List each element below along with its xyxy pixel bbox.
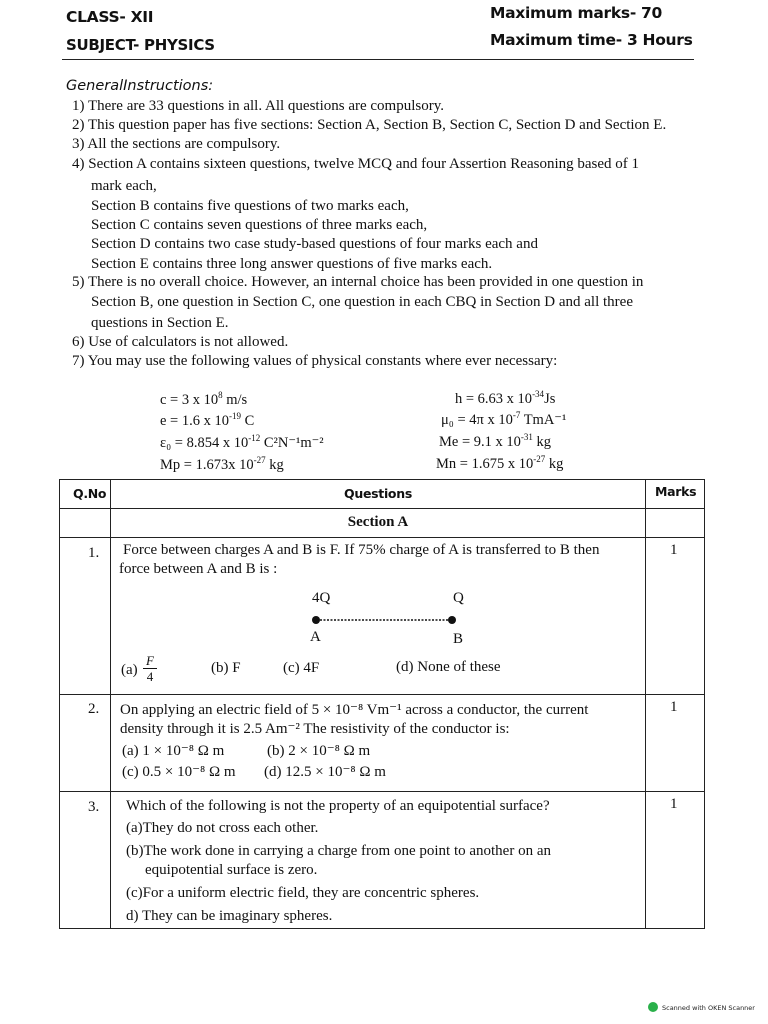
max-time-label: Maximum time- 3 Hours — [490, 31, 693, 49]
option-a: (a) — [121, 662, 138, 678]
question-text: density through it is 2.5 Am⁻² The resistivity of the conductor is: — [120, 721, 510, 737]
marks-header: Marks — [655, 484, 697, 499]
section-a-title: Section A — [347, 514, 409, 530]
option-d: d) They can be imaginary spheres. — [126, 908, 333, 924]
instruction-line: 5) There is no overall choice. However, an internal choice has been provided in one question in — [72, 274, 644, 290]
constant-e: e = 1.6 x $10^{-19}$ C — [160, 411, 255, 429]
instruction-line: 4) Section A contains sixteen questions, twelve MCQ and four Assertion Reasoning based of 1 — [72, 156, 640, 172]
max-marks-label: Maximum marks- 70 — [490, 4, 663, 22]
question-text: Force between charges A and B is F. If 75% charge of A is transferred to B then — [123, 542, 600, 558]
question-marks: 1 — [670, 796, 678, 812]
instruction-line: 1) There are 33 questions in all. All questions are compulsory. — [72, 98, 445, 114]
instruction-line: Section B, one question in Section C, one question in each CBQ in Section D and all three — [91, 294, 633, 310]
instruction-line: Section E contains three long answer questions of five marks each. — [91, 256, 493, 272]
scanner-logo-icon — [648, 1002, 658, 1012]
constant-c: c = 3 x $10^8$ m/s — [160, 390, 248, 408]
class-label: CLASS- XII — [66, 8, 154, 26]
option-b: (b) F — [211, 660, 241, 676]
option-a: (a) 1 × 10⁻⁸ Ω m — [122, 743, 225, 759]
option-c: (c)For a uniform electric field, they are concentric spheres. — [126, 885, 480, 901]
question-text: On applying an electric field of 5 × 10⁻⁸ Vm⁻¹ across a conductor, the current — [120, 702, 589, 718]
option-c: (c) 0.5 × 10⁻⁸ Ω m — [122, 764, 236, 780]
instruction-line: 2) This question paper has five sections: Section A, Section B, Section C, Section D and Section E. — [72, 117, 667, 133]
instruction-line: Section B contains five questions of two marks each, — [91, 198, 409, 214]
question-marks: 1 — [670, 699, 678, 715]
table-header-row — [60, 480, 705, 509]
instruction-line: mark each, — [91, 178, 157, 194]
point-label: B — [453, 631, 464, 647]
instruction-line: 7) You may use the following values of physical constants where ever necessary: — [72, 353, 558, 369]
questions-header: Questions — [344, 486, 412, 501]
option-b: (b)The work done in carrying a charge from one point to another on an — [126, 843, 551, 859]
option-b-cont: equipotential surface is zero. — [145, 862, 318, 878]
qno-header: Q.No — [73, 486, 107, 501]
header-divider — [62, 59, 694, 60]
constant-me: Me = 9.1 x $10^{-31}$ kg — [439, 432, 552, 450]
question-text: Which of the following is not the property of an equipotential surface? — [126, 798, 550, 814]
option-b: (b) 2 × 10⁻⁸ Ω m — [267, 743, 371, 759]
charge-line-diagram — [306, 614, 466, 626]
constant-mn: Mn = 1.675 x $10^{-27}$ kg — [436, 454, 564, 472]
option-d: (d) 12.5 × 10⁻⁸ Ω m — [264, 764, 386, 780]
table-row — [60, 792, 705, 929]
instruction-line: Section D contains two case study-based questions of four marks each and — [91, 236, 538, 252]
table-row — [60, 695, 705, 792]
question-table — [59, 479, 705, 929]
question-number: 1. — [88, 545, 100, 561]
constant-mu: μ₀ = 4π x $10^{-7}$ TmA⁻¹ — [441, 410, 567, 428]
constant-epsilon: ε₀ = 8.854 x $10^{-12}$ C²N⁻¹m⁻² — [160, 433, 324, 451]
question-marks: 1 — [670, 542, 678, 558]
question-number: 3. — [88, 799, 100, 815]
question-text: force between A and B is : — [119, 561, 278, 577]
instruction-line: 6) Use of calculators is not allowed. — [72, 334, 289, 350]
question-number: 2. — [88, 701, 100, 717]
constant-h: h = 6.63 x $10^{-34}Js$ — [455, 389, 556, 407]
table-row — [60, 538, 705, 695]
instruction-line: 3) All the sections are compulsory. — [72, 136, 281, 152]
option-a: (a)They do not cross each other. — [126, 820, 319, 836]
section-row — [60, 509, 705, 538]
instruction-line: questions in Section E. — [91, 315, 229, 331]
constant-mp: Mp = 1.673x $10^{-27}$ kg — [160, 455, 284, 473]
instructions-title: GeneralInstructions: — [66, 78, 214, 94]
charge-label: Q — [453, 590, 464, 606]
charge-label: 4Q — [312, 590, 331, 606]
subject-label: SUBJECT- PHYSICS — [66, 36, 215, 54]
option-a-fraction: F 4 — [143, 653, 157, 684]
instruction-line: Section C contains seven questions of three marks each, — [91, 217, 428, 233]
option-d: (d) None of these — [396, 659, 501, 675]
option-c: (c) 4F — [283, 660, 320, 676]
point-label: A — [310, 629, 321, 645]
scanner-watermark: Scanned with OKEN Scanner — [662, 1004, 755, 1012]
